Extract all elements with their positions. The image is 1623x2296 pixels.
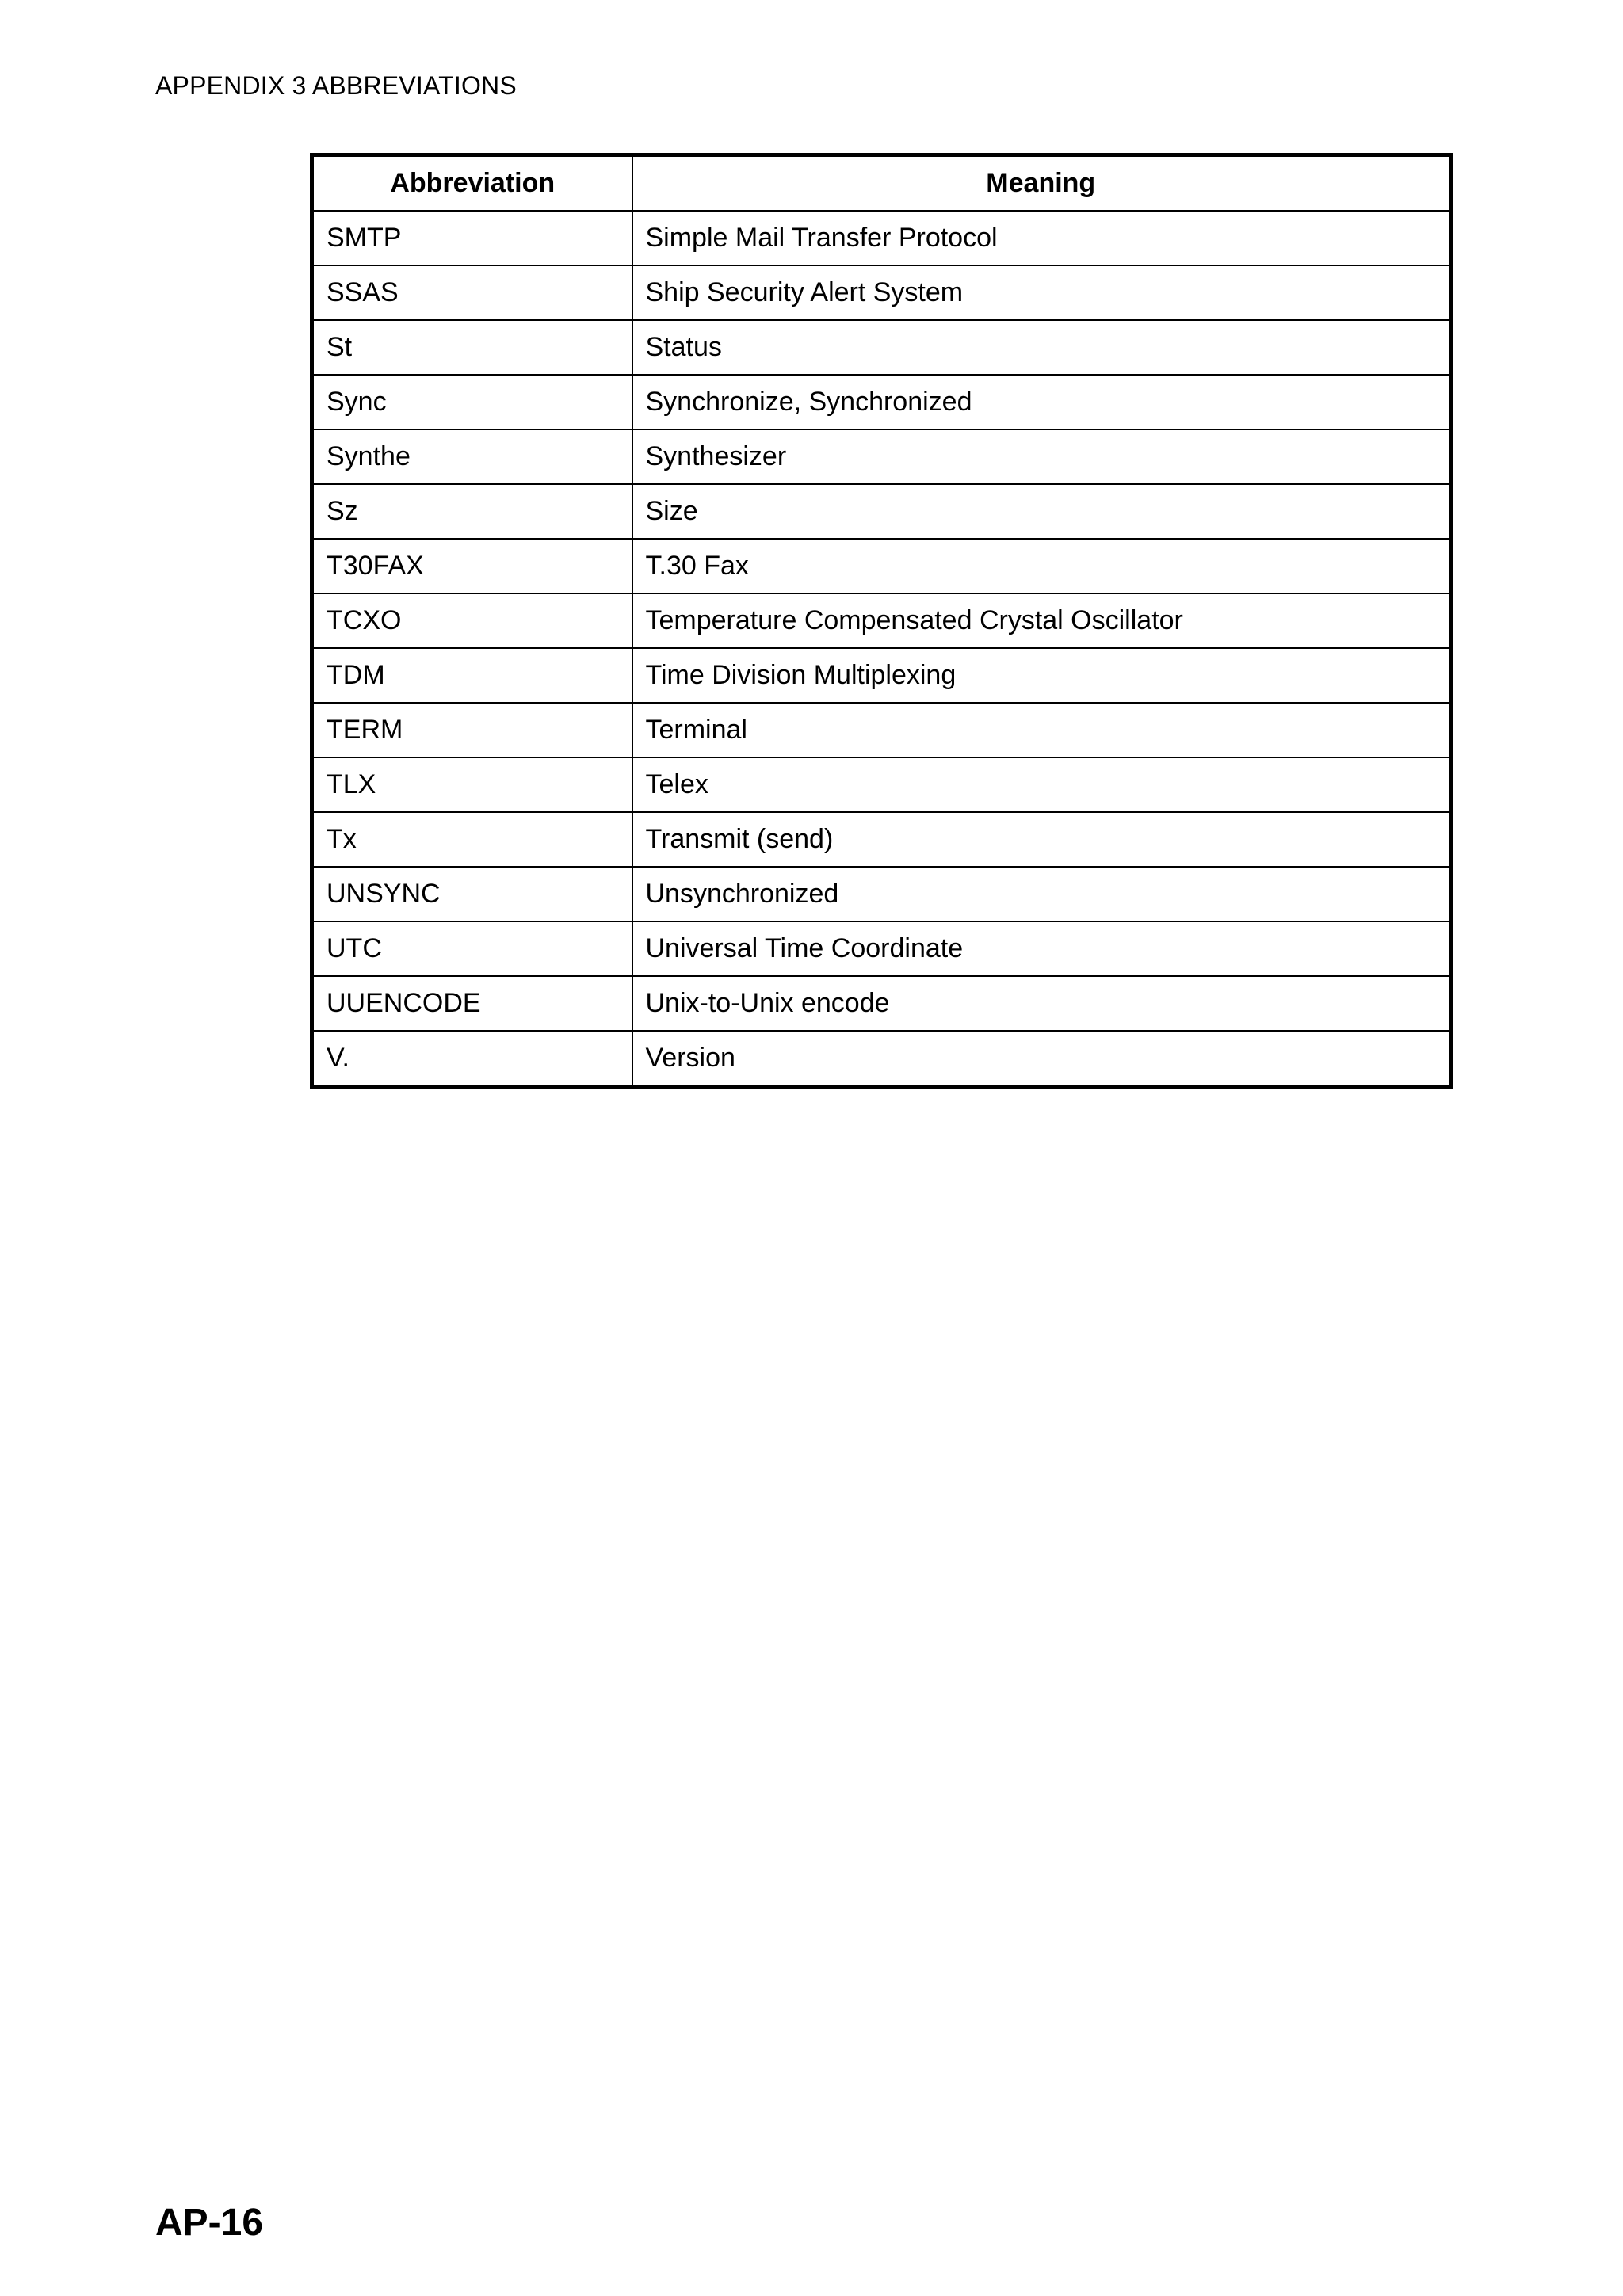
table-row [312,265,1451,320]
meaning-cell: Terminal [632,703,1451,757]
table-body [312,211,1451,1087]
abbreviation-cell: T30FAX [312,539,632,593]
table-row [312,1031,1451,1087]
table-row [312,211,1451,265]
table-row [312,976,1451,1031]
meaning-cell: Size [632,484,1451,539]
abbreviation-cell: Synthe [312,429,632,484]
table-row [312,757,1451,812]
abbreviation-cell: TERM [312,703,632,757]
table-row [312,867,1451,921]
meaning-cell: Synchronize, Synchronized [632,375,1451,429]
table-row [312,703,1451,757]
table-row [312,593,1451,648]
meaning-cell: Transmit (send) [632,812,1451,867]
meaning-cell: Ship Security Alert System [632,265,1451,320]
meaning-cell: Status [632,320,1451,375]
meaning-cell: T.30 Fax [632,539,1451,593]
table-header-row [312,155,1451,212]
meaning-cell: Unix-to-Unix encode [632,976,1451,1031]
abbreviation-cell: SMTP [312,211,632,265]
table-row [312,320,1451,375]
meaning-cell: Telex [632,757,1451,812]
abbreviation-cell: V. [312,1031,632,1087]
meaning-column-header: Meaning [632,155,1451,212]
abbreviation-cell: UNSYNC [312,867,632,921]
abbreviation-cell: St [312,320,632,375]
table-row [312,921,1451,976]
table-row [312,429,1451,484]
table-header [312,155,1451,212]
page-number: AP-16 [155,2202,264,2244]
table-row [312,539,1451,593]
abbreviation-cell: UUENCODE [312,976,632,1031]
page-header-title: APPENDIX 3 ABBREVIATIONS [155,71,517,100]
meaning-cell: Universal Time Coordinate [632,921,1451,976]
abbreviation-cell: TDM [312,648,632,703]
meaning-cell: Temperature Compensated Crystal Oscillator [632,593,1451,648]
table-row [312,648,1451,703]
abbreviation-cell: Sync [312,375,632,429]
abbreviation-cell: Tx [312,812,632,867]
meaning-cell: Version [632,1031,1451,1087]
abbreviation-cell: Sz [312,484,632,539]
abbreviation-cell: SSAS [312,265,632,320]
meaning-cell: Unsynchronized [632,867,1451,921]
abbreviation-cell: UTC [312,921,632,976]
abbreviation-cell: TCXO [312,593,632,648]
abbreviation-cell: TLX [312,757,632,812]
abbreviation-column-header: Abbreviation [312,155,632,212]
meaning-cell: Simple Mail Transfer Protocol [632,211,1451,265]
meaning-cell: Synthesizer [632,429,1451,484]
table-row [312,484,1451,539]
table-row [312,375,1451,429]
table-row [312,812,1451,867]
meaning-cell: Time Division Multiplexing [632,648,1451,703]
abbreviations-table [310,153,1453,1089]
